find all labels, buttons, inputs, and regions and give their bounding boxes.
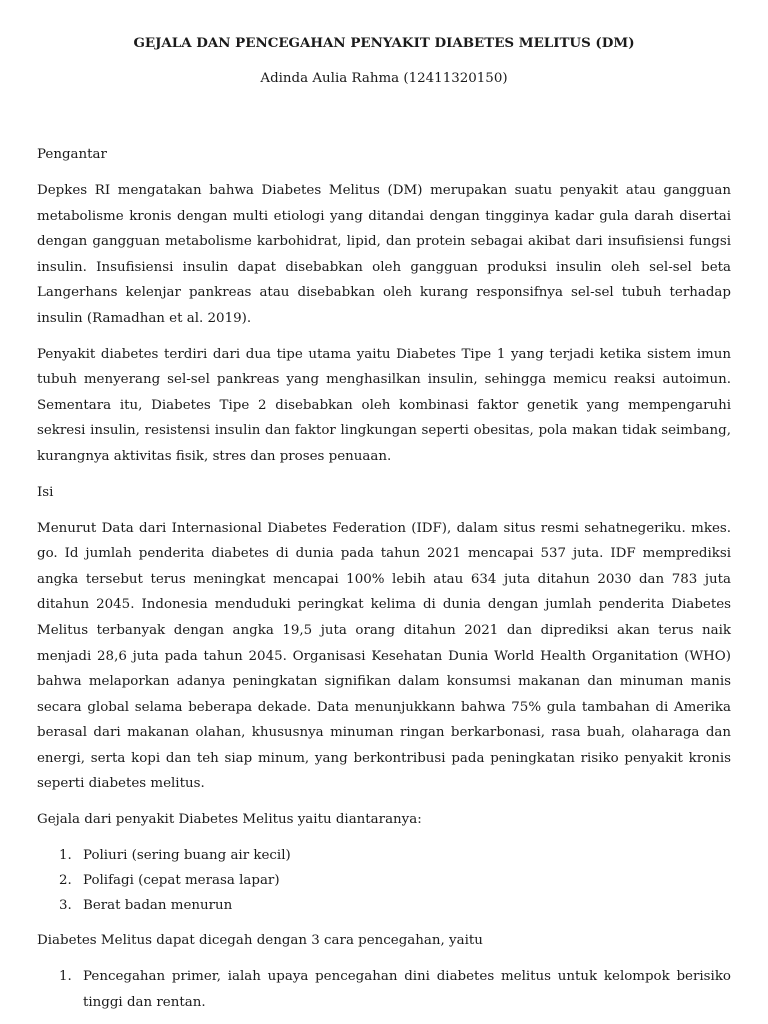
document-title: GEJALA DAN PENCEGAHAN PENYAKIT DIABETES MELITUS (DM) [133, 35, 635, 51]
list-item-number: 2. [59, 873, 72, 889]
list-item-text: Berat badan menurun [83, 898, 233, 914]
list-item-number: 3. [59, 898, 72, 914]
list-item [37, 868, 731, 893]
section-heading-isi: Isi [37, 484, 54, 500]
prevention-intro: Diabetes Melitus dapat dicegah dengan 3 cara pencegahan, yaitu [37, 933, 483, 949]
list-item-text: Pencegahan primer, ialah upaya pencegahan dini diabetes melitus untuk kelompok berisiko tinggi dan rentan. [83, 969, 731, 1010]
section-heading-pengantar: Pengantar [37, 147, 107, 162]
list-item [37, 893, 731, 918]
document-author: Adinda Aulia Rahma (12411320150) [260, 71, 508, 86]
paragraph: Penyakit diabetes terdiri dari dua tipe utama yaitu Diabetes Tipe 1 yang terjadi ketika sistem imun tubuh menyerang sel-sel pankreas yang menghasilkan insulin, sehingga memicu reaksi autoimun. Sementara itu, Diabetes Tipe 2 disebabkan oleh kombinasi faktor genetik yang mempengaruhi sekresi insulin, resistensi insulin dan faktor lingkungan seperti obesitas, pola makan tidak seimbang, kurangnya aktivitas fisik, stres dan proses penuaan. [37, 346, 731, 464]
symptoms-intro: Gejala dari penyakit Diabetes Melitus yaitu diantaranya: [37, 812, 422, 828]
list-item-text: Polifagi (cepat merasa lapar) [83, 873, 280, 889]
paragraph: Depkes RI mengatakan bahwa Diabetes Melitus (DM) merupakan suatu penyakit atau gangguan metabolisme kronis dengan multi etiologi yang ditandai dengan tingginya kadar gula darah disertai dengan gangguan metabolisme karbohidrat, lipid, dan protein sebagai akibat dari insufisiensi fungsi insulin. Insufisiensi insulin dapat disebabkan oleh gangguan produksi insulin oleh sel-sel beta Langerhans kelenjar pankreas atau disebabkan oleh kurang responsifnya sel-sel tubuh terhadap insulin (Ramadhan et al. 2019). [37, 183, 731, 326]
symptoms-list [37, 843, 731, 918]
prevention-list [37, 964, 731, 1015]
document-page [37, 30, 731, 1015]
list-item-number: 1. [59, 848, 72, 864]
list-item-number: 1. [59, 969, 72, 985]
list-item [37, 964, 731, 1015]
paragraph: Menurut Data dari Internasional Diabetes Federation (IDF), dalam situs resmi sehatnegeriku. mkes. go. Id jumlah penderita diabetes di dunia pada tahun 2021 mencapai 537 juta. IDF memprediksi angka tersebut terus meningkat mencapai 100% lebih atau 634 juta ditahun 2030 dan 783 juta ditahun 2045. Indonesia menduduki peringkat kelima di dunia dengan jumlah penderita Diabetes Melitus terbanyak dengan angka 19,5 juta orang ditahun 2021 dan diprediksi akan terus naik menjadi 28,6 juta pada tahun 2045. Organisasi Kesehatan Dunia World Health Organitation (WHO) bahwa melaporkan adanya peningkatan signifikan dalam konsumsi makanan dan minuman manis secara global selama beberapa dekade. Data menunjukkann bahwa 75% gula tambahan di Amerika berasal dari makanan olahan, khususnya minuman ringan berkarbonasi, rasa buah, olaharaga dan energi, serta kopi dan teh siap minum, yang berkontribusi pada peningkatan risiko penyakit kronis seperti diabetes melitus. [37, 520, 731, 792]
list-item [37, 843, 731, 868]
list-item-text: Poliuri (sering buang air kecil) [83, 848, 291, 864]
